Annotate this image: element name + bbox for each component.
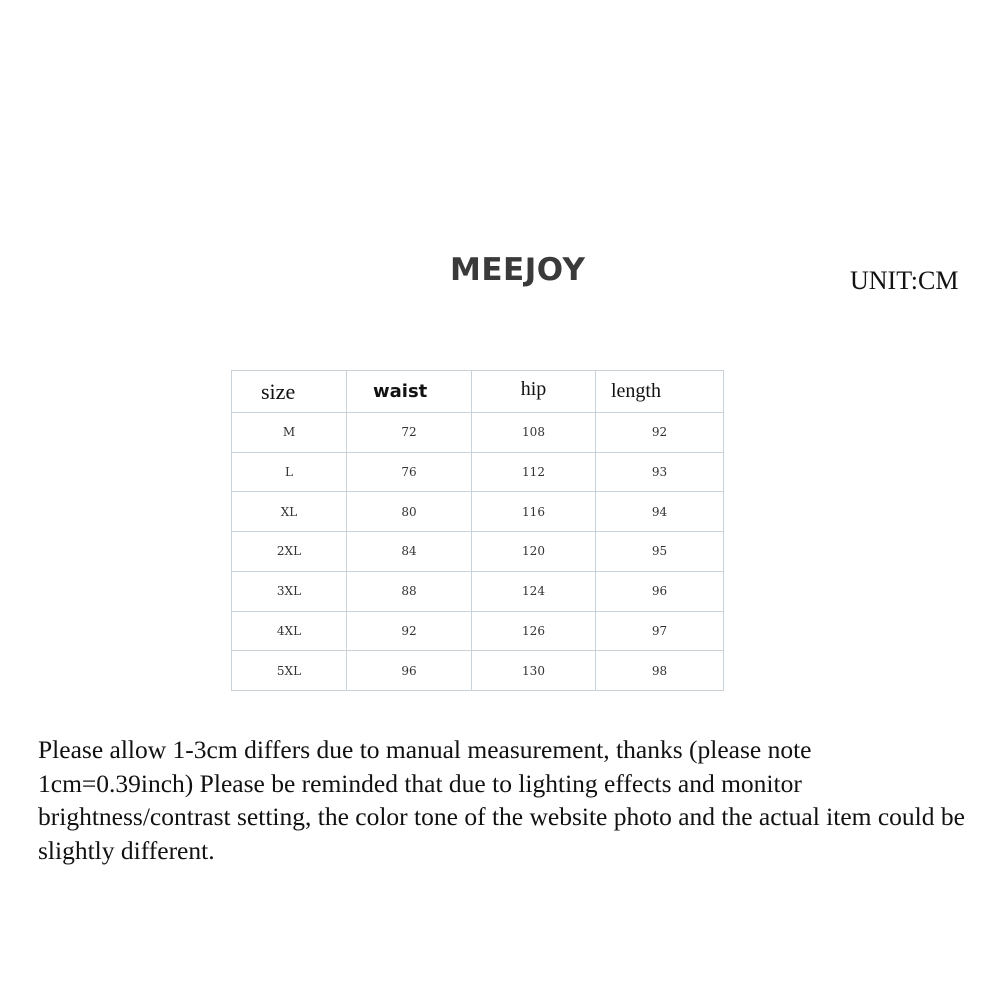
table-row	[232, 571, 724, 611]
table-header-row	[232, 371, 724, 413]
cell-length: 94	[596, 492, 724, 532]
cell-hip: 120	[472, 532, 596, 572]
cell-length: 96	[596, 571, 724, 611]
brand-title: MEEJOY	[450, 252, 586, 288]
table-row	[232, 651, 724, 691]
cell-size: 4XL	[232, 611, 347, 651]
header-waist: waist	[347, 371, 472, 413]
unit-label: UNIT:CM	[850, 266, 959, 295]
cell-size: 5XL	[232, 651, 347, 691]
cell-size: 3XL	[232, 571, 347, 611]
cell-length: 92	[596, 413, 724, 453]
cell-size: 2XL	[232, 532, 347, 572]
table-row	[232, 532, 724, 572]
cell-waist: 72	[347, 413, 472, 453]
cell-size: L	[232, 452, 347, 492]
size-chart-table	[231, 370, 724, 691]
cell-waist: 88	[347, 571, 472, 611]
table-row	[232, 611, 724, 651]
cell-length: 97	[596, 611, 724, 651]
cell-waist: 76	[347, 452, 472, 492]
measurement-note: Please allow 1-3cm differs due to manual measurement, thanks (please note 1cm=0.39inch) Please be reminded that due to lighting effects and monitor brightness/contrast setting, the color tone of the website photo and the actual item could be slightly different.	[38, 735, 965, 865]
cell-length: 98	[596, 651, 724, 691]
cell-waist: 84	[347, 532, 472, 572]
header-hip: hip	[472, 371, 596, 413]
table-row	[232, 492, 724, 532]
header-length: length	[596, 371, 724, 413]
cell-hip: 126	[472, 611, 596, 651]
cell-hip: 112	[472, 452, 596, 492]
cell-length: 93	[596, 452, 724, 492]
table-row	[232, 452, 724, 492]
header-size: size	[232, 371, 347, 413]
cell-hip: 124	[472, 571, 596, 611]
cell-size: XL	[232, 492, 347, 532]
cell-hip: 108	[472, 413, 596, 453]
cell-waist: 80	[347, 492, 472, 532]
cell-waist: 92	[347, 611, 472, 651]
cell-size: M	[232, 413, 347, 453]
cell-waist: 96	[347, 651, 472, 691]
table-row	[232, 413, 724, 453]
cell-length: 95	[596, 532, 724, 572]
cell-hip: 130	[472, 651, 596, 691]
cell-hip: 116	[472, 492, 596, 532]
